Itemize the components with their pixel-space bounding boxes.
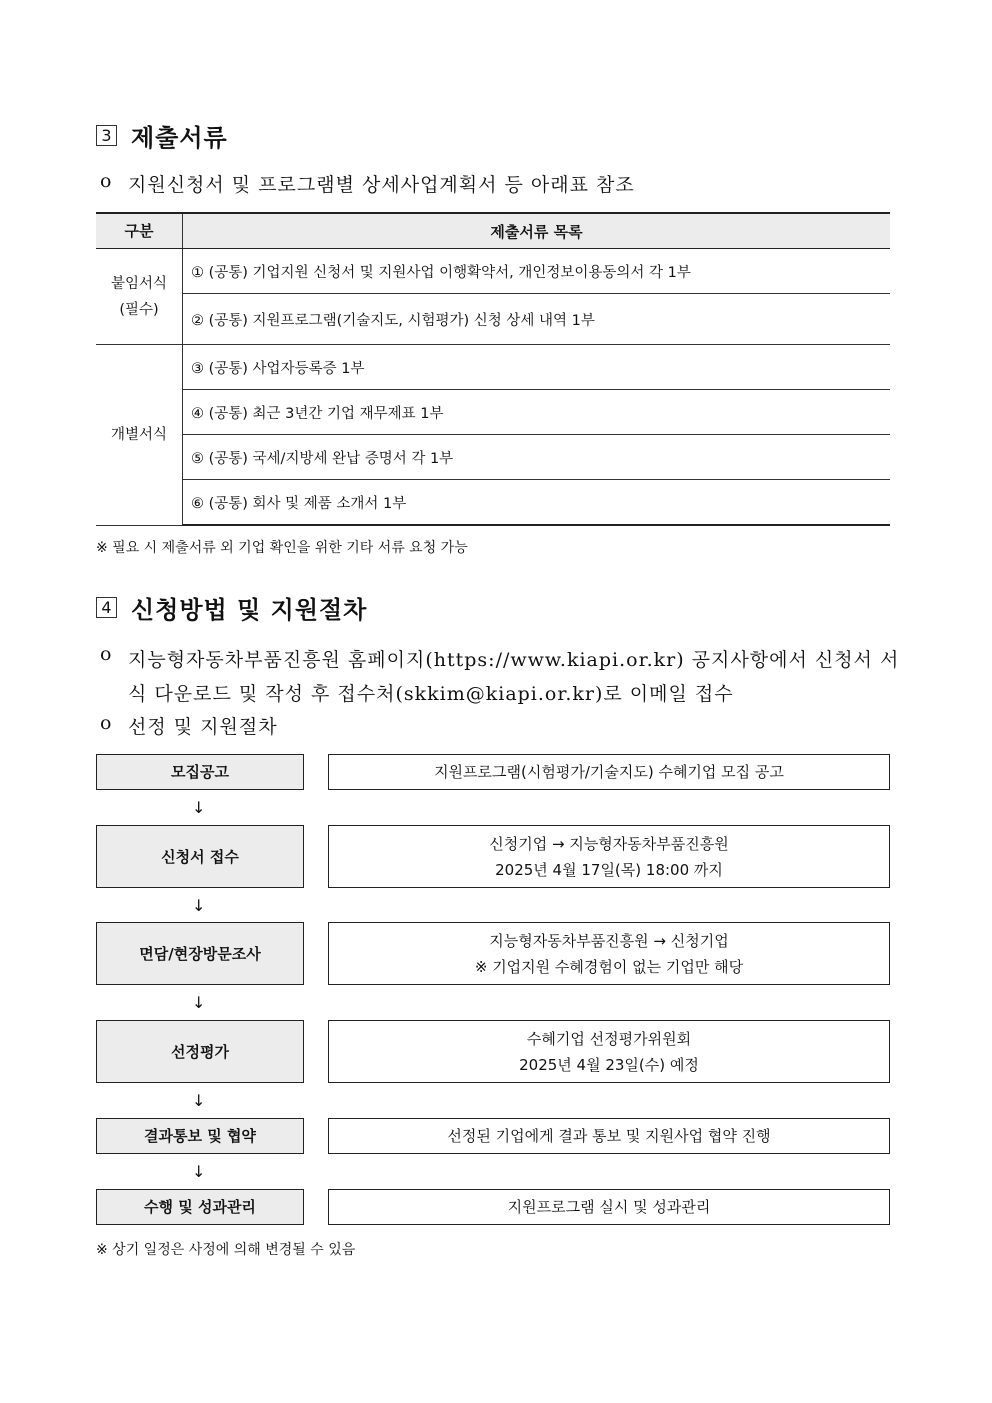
doc-item: ④ (공통) 최근 3년간 기업 재무제표 1부 — [183, 390, 891, 435]
table-row — [96, 294, 890, 345]
step-desc-line: 2025년 4월 23일(수) 예정 — [519, 1055, 699, 1074]
section4-heading — [96, 590, 367, 625]
section3-bullet — [100, 170, 635, 197]
table-row — [96, 249, 890, 294]
doc-item: ③ (공통) 사업자등록증 1부 — [183, 345, 891, 390]
table-row — [96, 390, 890, 435]
section4-number: 4 — [96, 597, 117, 618]
table-row — [96, 345, 890, 390]
bullet-mark: o — [100, 643, 113, 665]
section3-title: 제출서류 — [131, 124, 228, 152]
section3-number: 3 — [96, 125, 117, 146]
table-row — [96, 480, 890, 526]
flow-arrow: ↓ — [192, 1162, 206, 1181]
step-desc-line: 지원프로그램 실시 및 성과관리 — [507, 1198, 711, 1216]
step-label: 수행 및 성과관리 — [96, 1189, 304, 1225]
documents-table — [96, 212, 890, 526]
doc-item: ② (공통) 지원프로그램(기술지도, 시험평가) 신청 상세 내역 1부 — [183, 294, 891, 345]
section3-heading — [96, 118, 228, 153]
step-desc-line: 지능형자동차부품진흥원 → 신청기업 — [489, 931, 729, 950]
step-desc — [328, 922, 890, 985]
doc-item: ① (공통) 기업지원 신청서 및 지원사업 이행확약서, 개인정보이용동의서 각 1부 — [183, 249, 891, 294]
doc-item: ⑥ (공통) 회사 및 제품 소개서 1부 — [183, 480, 891, 526]
step-label: 모집공고 — [96, 754, 304, 790]
section4-note: ※ 상기 일정은 사정에 의해 변경될 수 있음 — [96, 1242, 356, 1258]
flow-arrow: ↓ — [192, 993, 206, 1012]
step-desc-line: 신청기업 → 지능형자동차부품진흥원 — [489, 834, 729, 853]
group-label-required: 붙임서식 (필수) — [96, 249, 183, 345]
bullet-mark: o — [100, 170, 113, 192]
section4-bullet-procedure — [100, 712, 278, 739]
flow-arrow: ↓ — [192, 1091, 206, 1110]
step-desc-line: 수혜기업 선정평가위원회 — [526, 1029, 692, 1048]
header-category: 구분 — [96, 213, 183, 249]
section4-title: 신청방법 및 지원절차 — [131, 596, 368, 624]
doc-item: ⑤ (공통) 국세/지방세 완납 증명서 각 1부 — [183, 435, 891, 480]
step-desc — [328, 1020, 890, 1083]
step-desc-line: 지원프로그램(시험평가/기술지도) 수혜기업 모집 공고 — [434, 763, 784, 781]
table-header-row — [96, 213, 890, 249]
step-desc — [328, 1189, 890, 1225]
step-label: 선정평가 — [96, 1020, 304, 1083]
table-row — [96, 435, 890, 480]
step-desc — [328, 754, 890, 790]
step-label: 신청서 접수 — [96, 825, 304, 888]
flow-arrow: ↓ — [192, 896, 206, 915]
section3-note: ※ 필요 시 제출서류 외 기업 확인을 위한 기타 서류 요청 가능 — [96, 540, 468, 556]
step-desc-line: 2025년 4월 17일(목) 18:00 까지 — [495, 860, 723, 879]
step-desc-line: 선정된 기업에게 결과 통보 및 지원사업 협약 진행 — [447, 1127, 771, 1145]
step-label: 결과통보 및 협약 — [96, 1118, 304, 1154]
step-desc — [328, 1118, 890, 1154]
step-label: 면담/현장방문조사 — [96, 922, 304, 985]
group-label-individual: 개별서식 — [96, 345, 183, 526]
step-desc-line: ※ 기업지원 수혜경험이 없는 기업만 해당 — [474, 957, 744, 976]
section4-bullet-apply-text: 지능형자동차부품진흥원 홈페이지(https://www.kiapi.or.kr) 공지사항에서 신청서 서식 다운로드 및 작성 후 접수처(skkim@kiapi.or.kr)로 이메일 접수 — [128, 649, 900, 705]
flow-arrow: ↓ — [192, 798, 206, 817]
section4-bullet-procedure-text: 선정 및 지원절차 — [128, 716, 278, 738]
header-doc-list: 제출서류 목록 — [183, 213, 891, 249]
bullet-mark: o — [100, 712, 113, 734]
step-desc — [328, 825, 890, 888]
section4-bullet-apply — [100, 643, 900, 711]
section3-bullet-text: 지원신청서 및 프로그램별 상세사업계획서 등 아래표 참조 — [128, 174, 635, 196]
